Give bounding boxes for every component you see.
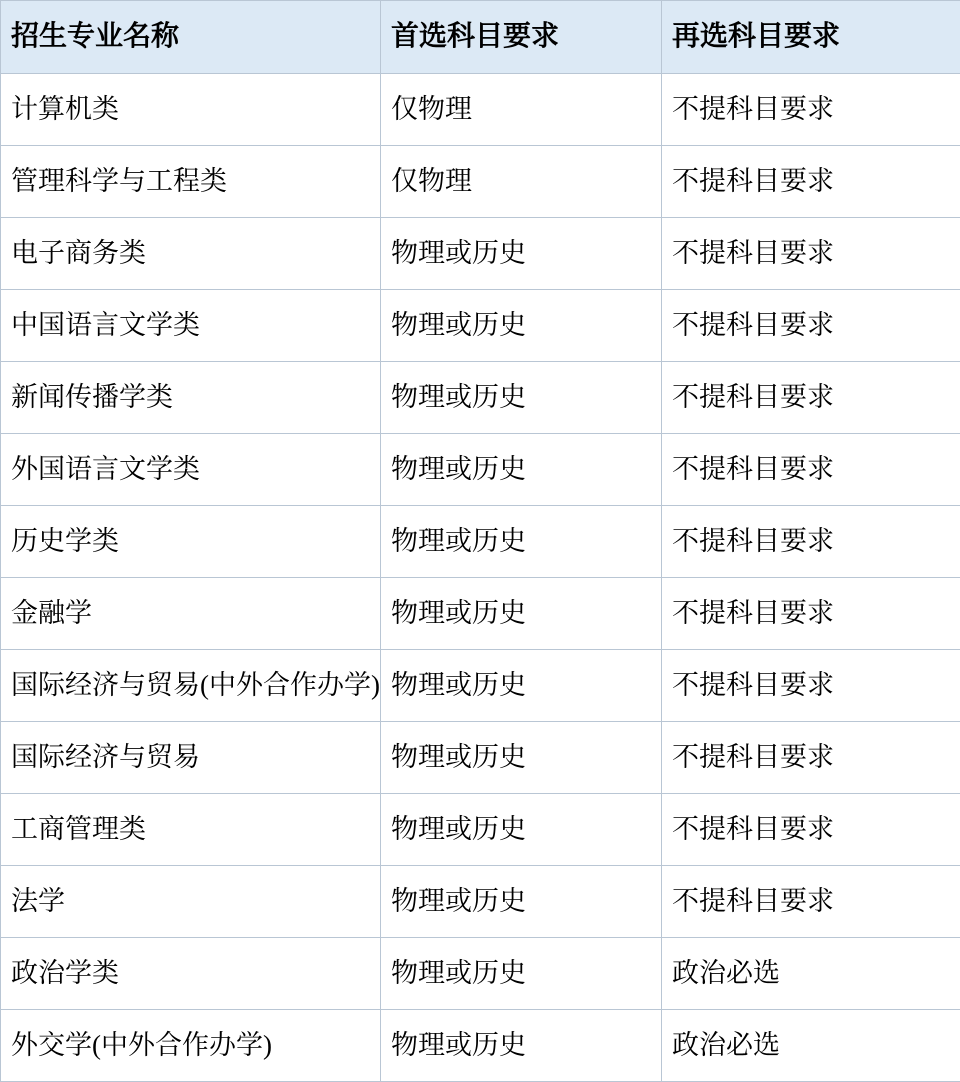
cell-primary-subject: 物理或历史 [381, 506, 662, 578]
column-header-secondary-subject: 再选科目要求 [662, 1, 960, 74]
table-row [1, 506, 960, 578]
cell-major-name: 外国语言文学类 [1, 434, 381, 506]
cell-secondary-subject: 政治必选 [662, 938, 960, 1010]
cell-secondary-subject: 不提科目要求 [662, 290, 960, 362]
column-header-primary-subject: 首选科目要求 [381, 1, 662, 74]
cell-major-name: 历史学类 [1, 506, 381, 578]
table-row [1, 146, 960, 218]
cell-primary-subject: 物理或历史 [381, 722, 662, 794]
table-row [1, 866, 960, 938]
cell-secondary-subject: 不提科目要求 [662, 218, 960, 290]
cell-primary-subject: 物理或历史 [381, 794, 662, 866]
column-header-major-name: 招生专业名称 [1, 1, 381, 74]
cell-major-name: 国际经济与贸易(中外合作办学) [1, 650, 381, 722]
cell-secondary-subject: 不提科目要求 [662, 650, 960, 722]
cell-secondary-subject: 不提科目要求 [662, 362, 960, 434]
cell-primary-subject: 仅物理 [381, 74, 662, 146]
cell-secondary-subject: 不提科目要求 [662, 506, 960, 578]
cell-secondary-subject: 不提科目要求 [662, 866, 960, 938]
table-row [1, 650, 960, 722]
cell-secondary-subject: 不提科目要求 [662, 578, 960, 650]
cell-major-name: 工商管理类 [1, 794, 381, 866]
cell-major-name: 法学 [1, 866, 381, 938]
table-row [1, 794, 960, 866]
table-body [1, 74, 960, 1082]
cell-primary-subject: 物理或历史 [381, 1010, 662, 1082]
cell-major-name: 管理科学与工程类 [1, 146, 381, 218]
cell-primary-subject: 物理或历史 [381, 938, 662, 1010]
table-row [1, 722, 960, 794]
cell-major-name: 外交学(中外合作办学) [1, 1010, 381, 1082]
cell-secondary-subject: 不提科目要求 [662, 74, 960, 146]
cell-major-name: 电子商务类 [1, 218, 381, 290]
cell-primary-subject: 物理或历史 [381, 578, 662, 650]
cell-primary-subject: 仅物理 [381, 146, 662, 218]
cell-primary-subject: 物理或历史 [381, 290, 662, 362]
table-row [1, 74, 960, 146]
cell-primary-subject: 物理或历史 [381, 434, 662, 506]
cell-secondary-subject: 政治必选 [662, 1010, 960, 1082]
table-header [1, 1, 960, 74]
cell-major-name: 金融学 [1, 578, 381, 650]
cell-major-name: 计算机类 [1, 74, 381, 146]
cell-secondary-subject: 不提科目要求 [662, 794, 960, 866]
cell-primary-subject: 物理或历史 [381, 866, 662, 938]
cell-secondary-subject: 不提科目要求 [662, 722, 960, 794]
cell-major-name: 中国语言文学类 [1, 290, 381, 362]
cell-major-name: 政治学类 [1, 938, 381, 1010]
table-row [1, 362, 960, 434]
table-header-row [1, 1, 960, 74]
table-row [1, 290, 960, 362]
cell-primary-subject: 物理或历史 [381, 650, 662, 722]
cell-major-name: 国际经济与贸易 [1, 722, 381, 794]
cell-secondary-subject: 不提科目要求 [662, 434, 960, 506]
cell-major-name: 新闻传播学类 [1, 362, 381, 434]
cell-primary-subject: 物理或历史 [381, 362, 662, 434]
cell-primary-subject: 物理或历史 [381, 218, 662, 290]
table-row [1, 578, 960, 650]
table-row [1, 938, 960, 1010]
table-row [1, 218, 960, 290]
cell-secondary-subject: 不提科目要求 [662, 146, 960, 218]
table-row [1, 434, 960, 506]
table-row [1, 1010, 960, 1082]
